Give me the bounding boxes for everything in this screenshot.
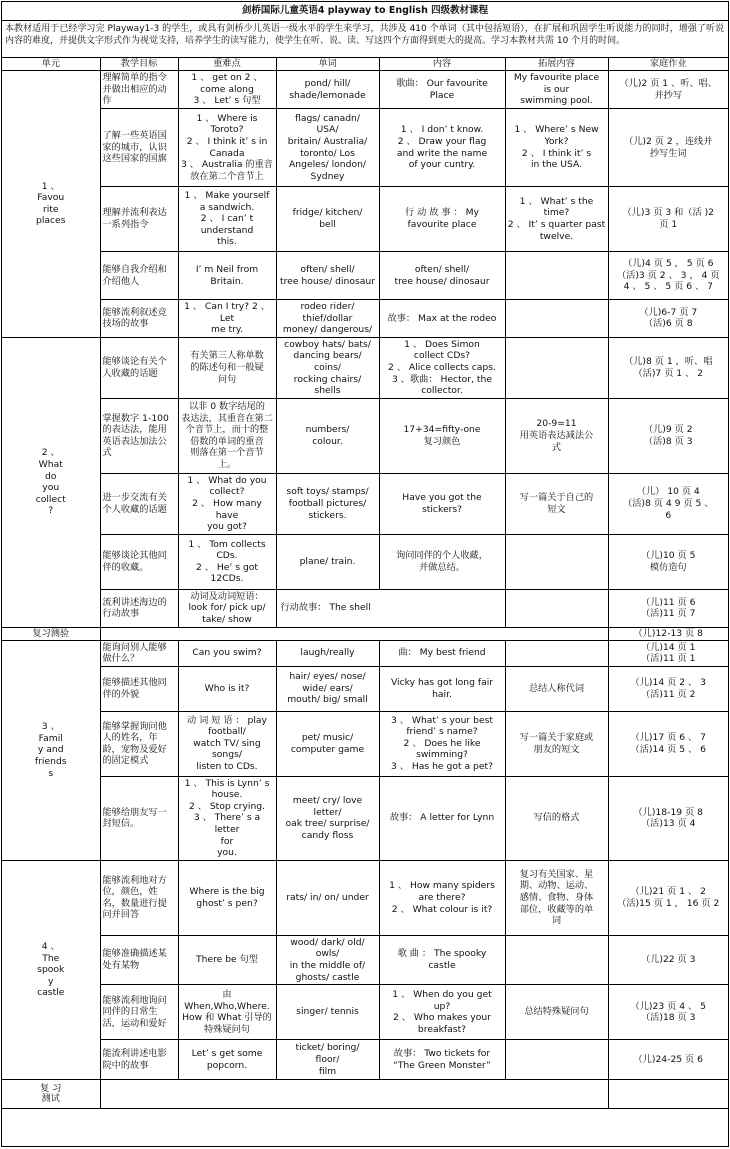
table-row (2, 337, 728, 398)
column-header: 拓展内容 (505, 58, 608, 71)
key-point-cell: 以非 0 数字结尾的 表达法，其重音在第二 个音节上，而十的整 倍数的单词的重音 则落在第一个音节 上。 (178, 398, 276, 473)
key-point-cell: 动词及动词短语： look for/ pick up/ take/ show (178, 589, 276, 627)
teaching-goal-cell: 能够流利叙述竞技场的故事 (100, 300, 178, 338)
review-label: 复 习 测试 (2, 1080, 100, 1109)
words-cell: wood/ dark/ old/ owls/ in the middle of/ ghosts/ castle (276, 935, 379, 984)
table-row (2, 860, 728, 935)
key-point-cell: 1 、 Where is Toroto? 2 、 I think it’ s in Canada 3 、 Australia 的重音 放在第二个音节上 (178, 109, 276, 187)
teaching-goal-cell: 理解并流利表达一系列指令 (100, 187, 178, 252)
table-row (2, 473, 728, 534)
review-blank-cell (100, 627, 608, 640)
extension-cell: 写信的格式 (505, 776, 608, 860)
homework-cell: （儿） 10 页 4 （活)8 页 4 9 页 5 、 6 (608, 473, 728, 534)
column-header: 内容 (379, 58, 505, 71)
table-row (2, 776, 728, 860)
teaching-goal-cell: 进一步交流有关个人收藏的话题 (100, 473, 178, 534)
words-cell: meet/ cry/ love letter/ oak tree/ surprise/ candy floss (276, 776, 379, 860)
column-header: 单元 (2, 58, 100, 71)
table-row (2, 71, 728, 109)
words-cell: cowboy hats/ bats/ dancing bears/ coins/ rocking chairs/ shells (276, 337, 379, 398)
unit-name-cell: 4 、 The spook y castle (2, 860, 100, 1079)
content-cell: 歌曲： Our favourite Place (379, 71, 505, 109)
key-point-cell: Where is the big ghost’ s pen? (178, 860, 276, 935)
story-cell: 行动故事： The shell (276, 589, 505, 627)
homework-cell: （儿)4 页 5 ， 5 页 6 （活)3 页 2 、 3 ， 4 页 4 、 5 、 5 页 6 、 7 (608, 252, 728, 300)
words-cell: rodeo rider/ thief/dollar money/ dangerous/ (276, 300, 379, 338)
extension-cell: My favourite place is our swimming pool. (505, 71, 608, 109)
teaching-goal-cell: 能够谈论有关个人收藏的话题 (100, 337, 178, 398)
table-row (2, 589, 728, 627)
extension-cell (505, 1040, 608, 1080)
key-point-cell: 1 、 This is Lynn’ s house. 2 、 Stop crying. 3 、 There’ s a letter for you. (178, 776, 276, 860)
content-cell: 3 、 What’ s your best friend’ s name? 2 、 Does he like swimming? 3 、 Has he got a pet? (379, 711, 505, 776)
course-table (2, 58, 728, 1109)
key-point-cell: Can you swim? (178, 640, 276, 666)
homework-cell: （儿)10 页 5 模仿造句 (608, 534, 728, 589)
table-row (2, 666, 728, 711)
column-header: 家庭作业 (608, 58, 728, 71)
homework-cell: （儿)2 页 2 ，连线并 抄写生词 (608, 109, 728, 187)
extension-cell (505, 640, 608, 666)
content-cell: 1 、 When do you get up? 2 、 Who makes your breakfast? (379, 985, 505, 1040)
course-document (1, 1, 729, 1147)
homework-cell: （儿)22 页 3 (608, 935, 728, 984)
key-point-cell: Who is it? (178, 666, 276, 711)
content-cell: 歌 曲 ： The spooky castle (379, 935, 505, 984)
words-cell: pet/ music/ computer game (276, 711, 379, 776)
review-row (2, 627, 728, 640)
review-blank-cell (100, 1080, 608, 1109)
homework-cell: （儿)9 页 2 （活)8 页 3 (608, 398, 728, 473)
homework-cell: （儿)6-7 页 7 （活)6 页 8 (608, 300, 728, 338)
teaching-goal-cell: 能够掌握询问他人的姓名，年龄，宠物及爱好的固定模式 (100, 711, 178, 776)
extension-cell: 总结特殊疑问句 (505, 985, 608, 1040)
extension-cell (505, 534, 608, 589)
teaching-goal-cell: 能够给朋友写一封短信。 (100, 776, 178, 860)
unit-name-cell: 2 、 What do you collect ? (2, 337, 100, 627)
teaching-goal-cell: 了解一些英语国家的城市，认识这些国家的国旗 (100, 109, 178, 187)
extension-cell: 20-9=11 用英语表达减法公 式 (505, 398, 608, 473)
homework-cell: （儿)18-19 页 8 （活)13 页 4 (608, 776, 728, 860)
key-point-cell: 1 、 Tom collects CDs. 2 、 He’ s got 12CDs. (178, 534, 276, 589)
homework-cell: （儿)11 页 6 （活)11 页 7 (608, 589, 728, 627)
review-homework: （儿)12-13 页 8 (608, 627, 728, 640)
words-cell: rats/ in/ on/ under (276, 860, 379, 935)
key-point-cell: 1 、 Make yourself a sandwich. 2 、 I can’ t understand this. (178, 187, 276, 252)
key-point-cell: 动 词 短 语 ： play football/ watch TV/ sing songs/ listen to CDs. (178, 711, 276, 776)
column-header: 重难点 (178, 58, 276, 71)
extension-cell: 总结人称代词 (505, 666, 608, 711)
table-row (2, 640, 728, 666)
extension-cell (505, 589, 608, 627)
homework-cell: （儿)21 页 1 、 2 （活)15 页 1 ， 16 页 2 (608, 860, 728, 935)
words-cell: plane/ train. (276, 534, 379, 589)
words-cell: laugh/really (276, 640, 379, 666)
homework-cell: （儿)17 页 6 、 7 （活)14 页 5 、 6 (608, 711, 728, 776)
words-cell: pond/ hill/ shade/lemonade (276, 71, 379, 109)
teaching-goal-cell: 能够流利地对方位，颜色，姓名，数量进行提问并回答 (100, 860, 178, 935)
homework-cell: （儿)14 页 1 （活)11 页 1 (608, 640, 728, 666)
words-cell: singer/ tennis (276, 985, 379, 1040)
homework-cell: （儿)24-25 页 6 (608, 1040, 728, 1080)
teaching-goal-cell: 能够准确描述某处有某物 (100, 935, 178, 984)
homework-cell: （儿)23 页 4 、 5 （活)18 页 3 (608, 985, 728, 1040)
table-row (2, 187, 728, 252)
content-cell: 故事： Max at the rodeo (379, 300, 505, 338)
key-point-cell: There be 句型 (178, 935, 276, 984)
document-title: 剑桥国际儿童英语4 playway to English 四级教材课程 (2, 2, 728, 21)
teaching-goal-cell: 能够流利地询问同伴的日常生活，运动和爱好 (100, 985, 178, 1040)
content-cell: 1 、 Does Simon collect CDs? 2 、 Alice collects caps. 3 、歌曲： Hector, the collector. (379, 337, 505, 398)
extension-cell: 写一篇关于家庭或 朋友的短文 (505, 711, 608, 776)
key-point-cell: I’ m Neil from Britain. (178, 252, 276, 300)
content-cell: Vicky has got long fair hair. (379, 666, 505, 711)
teaching-goal-cell: 能够描述其他同伴的外貌 (100, 666, 178, 711)
key-point-cell: 1 、 Can I try? 2 、 Let me try. (178, 300, 276, 338)
content-cell: 行 动 故 事 ： My favourite place (379, 187, 505, 252)
key-point-cell: 1 、 get on 2 、 come along 3 、 Let’ s 句型 (178, 71, 276, 109)
extension-cell: 写一篇关于自己的 短文 (505, 473, 608, 534)
homework-cell: （儿)3 页 3 和（活 )2 页 1 (608, 187, 728, 252)
table-row (2, 935, 728, 984)
extension-cell (505, 252, 608, 300)
review-homework (608, 1080, 728, 1109)
homework-cell: （儿)8 页 1 ，听、唱 （活)7 页 1 、 2 (608, 337, 728, 398)
table-row (2, 109, 728, 187)
teaching-goal-cell: 能询问别人能够做什么？ (100, 640, 178, 666)
teaching-goal-cell: 能够谈论其他同伴的收藏。 (100, 534, 178, 589)
key-point-cell: Let’ s get some popcorn. (178, 1040, 276, 1080)
table-row (2, 985, 728, 1040)
words-cell: often/ shell/ tree house/ dinosaur (276, 252, 379, 300)
table-row (2, 252, 728, 300)
table-row (2, 1040, 728, 1080)
words-cell: flags/ canadn/ USA/ britain/ Australia/ toronto/ Los Angeles/ london/ Sydney (276, 109, 379, 187)
homework-cell: （儿)14 页 2 、 3 （活)11 页 2 (608, 666, 728, 711)
column-header: 单词 (276, 58, 379, 71)
key-point-cell: 由 When,Who,Where. How 和 What 引导的 特殊疑问句 (178, 985, 276, 1040)
key-point-cell: 有关第三人称单数 的陈述句和一般疑 问句 (178, 337, 276, 398)
extension-cell: 1 、 Where’ s New York? 2 、 I think it’ s in the USA. (505, 109, 608, 187)
unit-name-cell: 3 、 Famil y and friends s (2, 640, 100, 860)
unit-name-cell: 1 、 Favou rite places (2, 71, 100, 338)
table-row (2, 398, 728, 473)
extension-cell (505, 337, 608, 398)
content-cell: often/ shell/ tree house/ dinosaur (379, 252, 505, 300)
content-cell: 故事： A letter for Lynn (379, 776, 505, 860)
teaching-goal-cell: 流利讲述海边的行动故事 (100, 589, 178, 627)
teaching-goal-cell: 能流利讲述电影院中的故事 (100, 1040, 178, 1080)
extension-cell (505, 300, 608, 338)
teaching-goal-cell: 掌握数字 1-100 的表达法，能用英语表达加法公式 (100, 398, 178, 473)
content-cell: 1 、 I don’ t know. 2 、 Draw your flag and write the name of your cuntry. (379, 109, 505, 187)
review-label: 复习测验 (2, 627, 100, 640)
content-cell: Have you got the stickers? (379, 473, 505, 534)
content-cell: 曲： My best friend (379, 640, 505, 666)
teaching-goal-cell: 理解简单的指令并做出相应的动作 (100, 71, 178, 109)
words-cell: soft toys/ stamps/ football pictures/ stickers. (276, 473, 379, 534)
document-intro: 本教材适用于已经学习完 Playway1-3 的学生，或具有剑桥少儿英语一级水平的学生来学习，共涉及 410 个单词（其中包括短语），在扩展和巩固学生听说能力的同时，增强了听说内容的难度，并提供文字形式作为视觉支持，培养学生的读写能力，使学生在听、说、读、写这四个方面得到更大的提高。学习本教材共需 10 个月的时间。 (2, 21, 728, 58)
words-cell: hair/ eyes/ nose/ wide/ ears/ mouth/ big/ small (276, 666, 379, 711)
header-row (2, 58, 728, 71)
review-row (2, 1080, 728, 1109)
extension-cell: 1 、 What’ s the time? 2 、 It’ s quarter past twelve. (505, 187, 608, 252)
words-cell: fridge/ kitchen/ bell (276, 187, 379, 252)
extension-cell (505, 935, 608, 984)
table-row (2, 711, 728, 776)
words-cell: numbers/ colour. (276, 398, 379, 473)
table-row (2, 534, 728, 589)
table-row (2, 300, 728, 338)
homework-cell: （儿)2 页 1 、听、唱、 并抄写 (608, 71, 728, 109)
content-cell: 故事： Two tickets for “The Green Monster” (379, 1040, 505, 1080)
column-header: 教学目标 (100, 58, 178, 71)
extension-cell: 复习有关国家、星 期、动物、运动、 感情、食物、身体 部位，收藏等的单 词 (505, 860, 608, 935)
content-cell: 1 、 How many spiders are there? 2 、 What colour is it? (379, 860, 505, 935)
key-point-cell: 1 、 What do you collect? 2 、 How many have you got? (178, 473, 276, 534)
content-cell: 询问同伴的个人收藏， 并做总结。 (379, 534, 505, 589)
content-cell: 17+34=fifty-one 复习颜色 (379, 398, 505, 473)
words-cell: ticket/ boring/ floor/ film (276, 1040, 379, 1080)
teaching-goal-cell: 能够自我介绍和介绍他人 (100, 252, 178, 300)
